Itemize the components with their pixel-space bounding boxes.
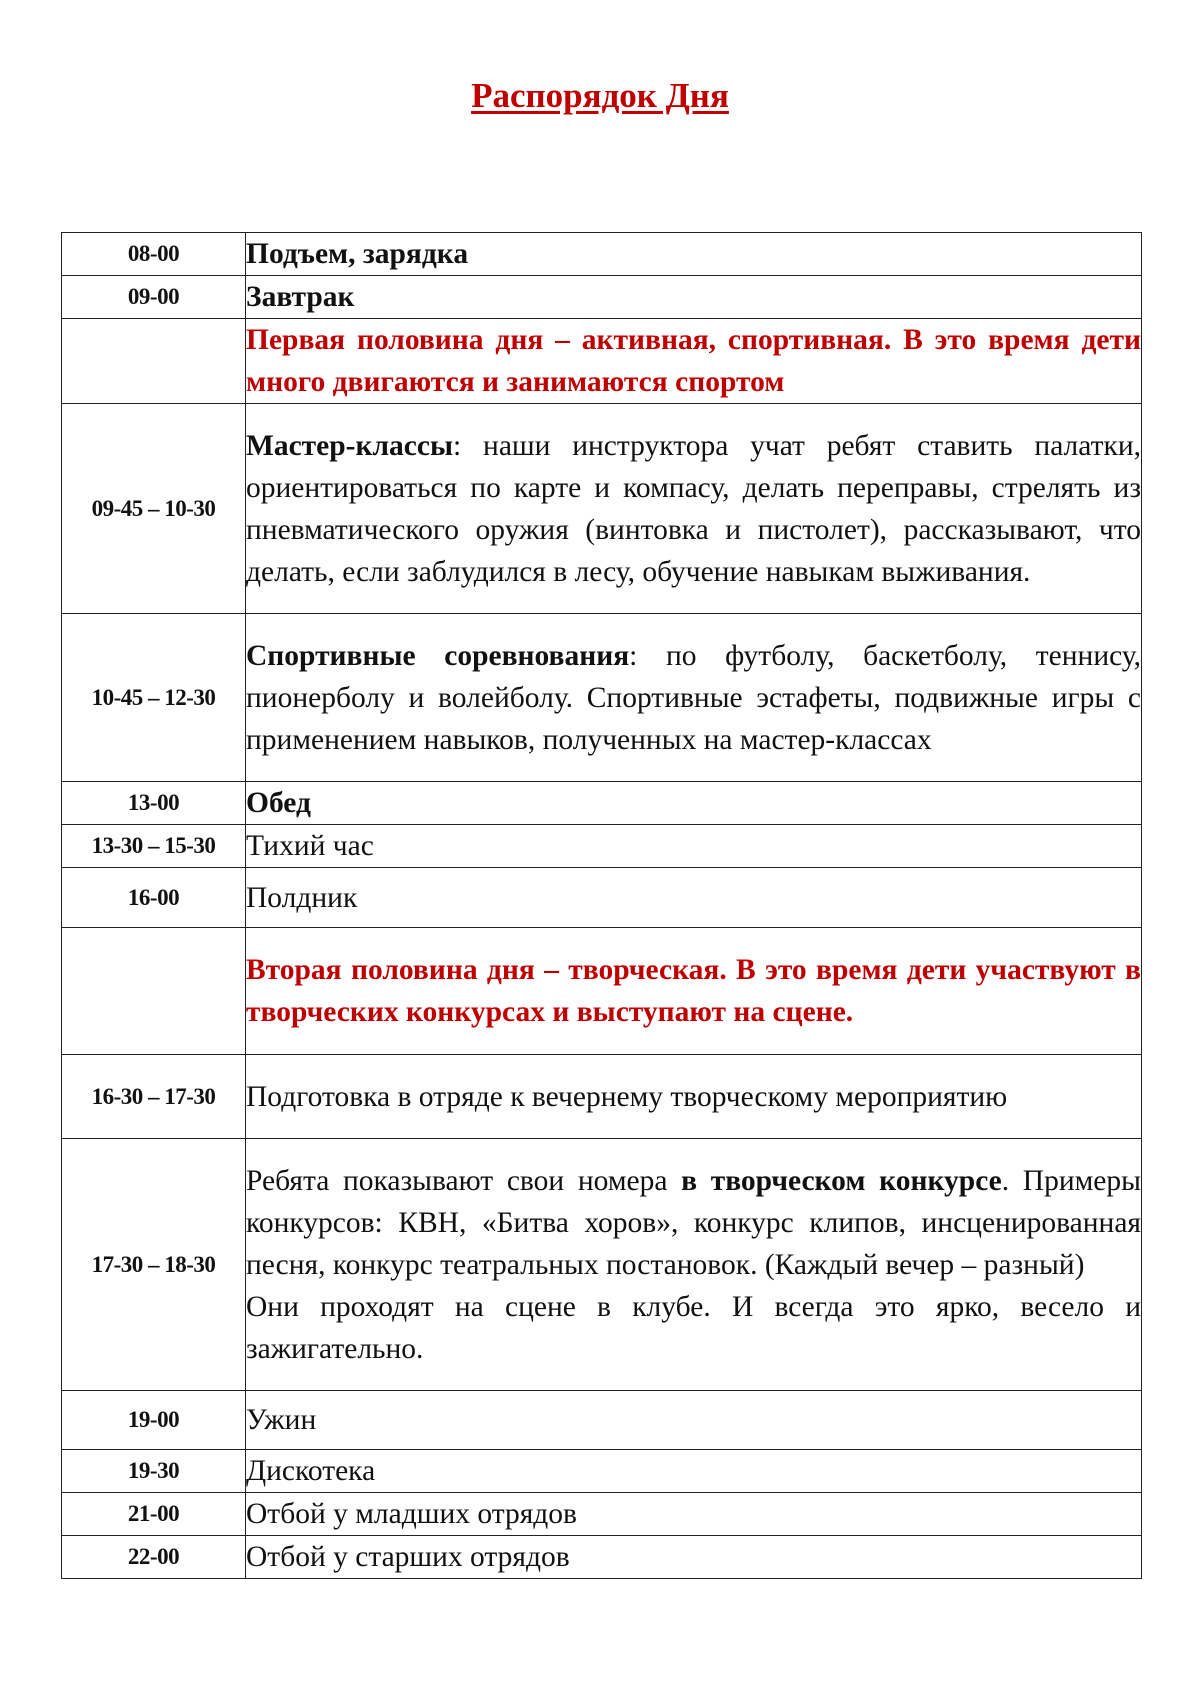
activity-cell: Подъем, зарядка: [246, 233, 1142, 276]
activity-cell: Подготовка в отряде к вечернему творческому мероприятию: [246, 1055, 1142, 1139]
page-title: Распорядок Дня: [471, 76, 729, 115]
time-cell: 16-00: [62, 868, 246, 928]
time-cell: 10-45 – 12-30: [62, 614, 246, 782]
table-row: [62, 825, 1142, 868]
time-cell: 21-00: [62, 1493, 246, 1536]
activity-cell: [246, 614, 1142, 782]
activity-cell: Завтрак: [246, 276, 1142, 319]
activity-cell: [246, 404, 1142, 614]
section-note: Вторая половина дня – творческая. В это время дети участвуют в творческих конкурсах и выступают на сцене.: [246, 928, 1142, 1055]
table-row: [62, 1450, 1142, 1493]
time-cell: [62, 319, 246, 404]
activity-cell: [246, 1139, 1142, 1391]
time-cell: 16-30 – 17-30: [62, 1055, 246, 1139]
table-row: [62, 1139, 1142, 1391]
table-row: [62, 1493, 1142, 1536]
activity-lead: Спортивные соревнования: [246, 639, 630, 672]
table-row: [62, 319, 1142, 404]
table-row: [62, 868, 1142, 928]
time-cell: 22-00: [62, 1536, 246, 1579]
activity-cell: Тихий час: [246, 825, 1142, 868]
activity-cell: Обед: [246, 782, 1142, 825]
time-cell: 17-30 – 18-30: [62, 1139, 246, 1391]
table-row: [62, 276, 1142, 319]
activity-text: Они проходят на сцене в клубе. И всегда это ярко, весело и зажигательно.: [246, 1290, 1141, 1365]
activity-text: Ребята показывают свои номера: [246, 1164, 682, 1197]
activity-cell: Отбой у старших отрядов: [246, 1536, 1142, 1579]
time-cell: [62, 928, 246, 1055]
table-row: [62, 1391, 1142, 1450]
time-cell: 19-00: [62, 1391, 246, 1450]
activity-cell: Отбой у младших отрядов: [246, 1493, 1142, 1536]
activity-text: : по футболу, баскетболу, теннису, пионерболу и волейболу. Спортивные эстафеты, подвижные игры с применением навыков, полученных на мастер-классах: [246, 639, 1141, 756]
activity-cell: Дискотека: [246, 1450, 1142, 1493]
table-row: [62, 1055, 1142, 1139]
time-cell: 09-45 – 10-30: [62, 404, 246, 614]
activity-lead: Мастер-классы: [246, 429, 454, 462]
time-cell: 13-00: [62, 782, 246, 825]
table-row: [62, 928, 1142, 1055]
time-cell: 09-00: [62, 276, 246, 319]
schedule-table: [61, 232, 1142, 1579]
time-cell: 19-30: [62, 1450, 246, 1493]
section-note: Первая половина дня – активная, спортивная. В это время дети много двигаются и занимаются спортом: [246, 319, 1142, 404]
activity-text: : наши инструктора учат ребят ставить палатки, ориентироваться по карте и компасу, делать переправы, стрелять из пневматического оружия (винтовка и пистолет), рассказывают, что делать, если заблудился в лесу, обучение навыкам выживания.: [246, 429, 1141, 588]
table-row: [62, 404, 1142, 614]
activity-emphasis: в творческом конкурсе: [681, 1164, 1002, 1197]
activity-cell: Ужин: [246, 1391, 1142, 1450]
time-cell: 08-00: [62, 233, 246, 276]
table-row: [62, 614, 1142, 782]
time-cell: 13-30 – 15-30: [62, 825, 246, 868]
table-row: [62, 1536, 1142, 1579]
table-row: [62, 233, 1142, 276]
activity-cell: Полдник: [246, 868, 1142, 928]
activity-text: . Примеры конкурсов: КВН, «Битва хоров», конкурс клипов, инсценированная песня, конкурс театральных постановок. (Каждый вечер – разный): [246, 1164, 1141, 1281]
table-row: [62, 782, 1142, 825]
